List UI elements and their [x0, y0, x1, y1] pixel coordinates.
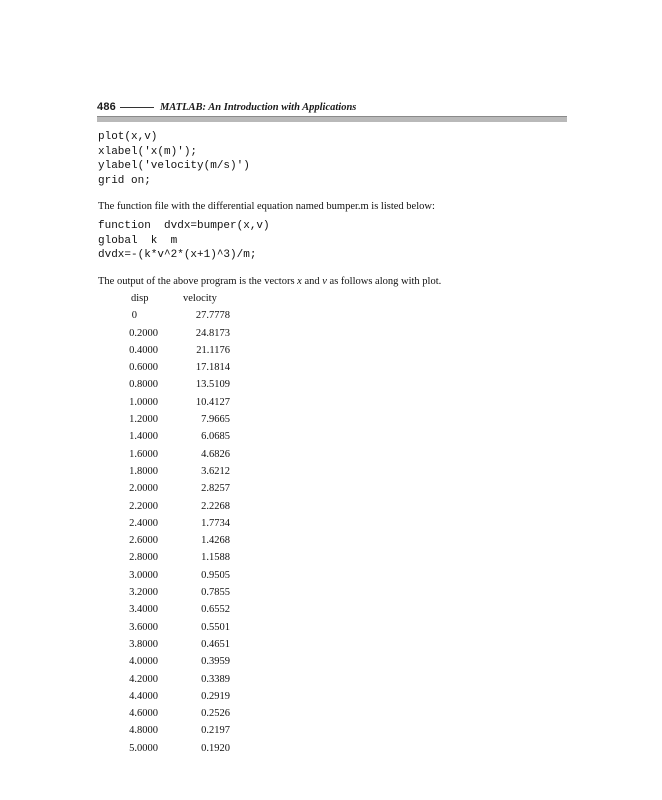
code-block-plot: [98, 130, 250, 188]
table-row: [110, 724, 230, 741]
cell-velocity: 7.9665: [201, 414, 230, 426]
table-row: [110, 569, 230, 586]
table-row: [110, 586, 230, 603]
cell-disp: 2.8000: [129, 552, 158, 564]
table-row: [110, 430, 230, 447]
cell-disp: 0.6000: [129, 362, 158, 374]
code-line: ylabel('velocity(m/s)'): [98, 160, 250, 172]
table-row: [110, 742, 230, 759]
cell-velocity: 1.1588: [201, 552, 230, 564]
paragraph-function-file: The function file with the differential equation named bumper.m is listed below:: [98, 201, 435, 212]
cell-velocity: 0.2526: [201, 708, 230, 720]
cell-velocity: 0.6552: [201, 604, 230, 616]
cell-disp: 4.6000: [129, 708, 158, 720]
cell-velocity: 0.9505: [201, 569, 230, 581]
table-header-row: [110, 292, 230, 309]
table-row: [110, 396, 230, 413]
cell-velocity: 0.5501: [201, 621, 230, 633]
paragraph-text: The output of the above program is the vectors: [98, 276, 298, 287]
table-row: [110, 638, 230, 655]
cell-disp: 1.6000: [129, 448, 158, 460]
cell-disp: 1.0000: [129, 396, 158, 408]
code-line: function dvdx=bumper(x,v): [98, 220, 270, 232]
cell-disp: 3.8000: [129, 638, 158, 650]
column-header-velocity: velocity: [183, 293, 217, 304]
cell-velocity: 17.1814: [195, 362, 230, 374]
cell-velocity: 0.4651: [201, 638, 230, 650]
code-line: grid on;: [98, 174, 151, 187]
code-block-bumper: [98, 219, 270, 263]
cell-disp: 3.0000: [129, 569, 158, 581]
cell-disp: 4.0000: [129, 656, 158, 668]
cell-disp: 4.8000: [129, 725, 158, 737]
running-header: [97, 99, 567, 115]
cell-velocity: 4.6826: [201, 448, 230, 460]
cell-disp: 0.4000: [129, 344, 158, 356]
cell-disp: 5.0000: [129, 742, 158, 754]
cell-disp: 3.6000: [129, 621, 158, 633]
paragraph-text: and: [301, 276, 323, 287]
paragraph-text: as follows along with plot.: [326, 276, 442, 287]
cell-disp: 4.2000: [129, 673, 158, 685]
code-line: global k m: [98, 234, 178, 247]
table-row: [110, 361, 230, 378]
cell-disp: 1.8000: [129, 465, 158, 477]
cell-velocity: 0.7855: [201, 587, 230, 599]
cell-disp: 2.2000: [129, 500, 158, 512]
cell-velocity: 0.2197: [201, 725, 230, 737]
cell-velocity: 1.7734: [201, 517, 230, 529]
cell-disp: 1.2000: [129, 414, 158, 426]
table-row: [110, 327, 230, 344]
cell-disp: 0: [131, 310, 137, 322]
cell-disp: 4.4000: [129, 690, 158, 702]
cell-disp: 2.4000: [129, 517, 158, 529]
table-row: [110, 413, 230, 430]
column-header-disp: disp: [131, 293, 149, 304]
cell-disp: 2.6000: [129, 535, 158, 547]
cell-disp: 3.2000: [129, 587, 158, 599]
code-line: xlabel('x(m)');: [98, 145, 198, 158]
cell-disp: 2.0000: [129, 483, 158, 495]
cell-velocity: 21.1176: [196, 344, 230, 356]
variable-x: x: [297, 276, 302, 287]
cell-velocity: 0.1920: [201, 742, 230, 754]
output-table: [110, 292, 230, 759]
cell-velocity: 6.0685: [201, 431, 230, 443]
table-row: [110, 482, 230, 499]
cell-disp: 0.2000: [129, 327, 158, 339]
table-row: [110, 655, 230, 672]
book-title: MATLAB: An Introduction with Applications: [159, 101, 357, 113]
table-row: [110, 551, 230, 568]
header-rule: [97, 116, 567, 122]
table-row: [110, 378, 230, 395]
cell-velocity: 0.2919: [201, 690, 230, 702]
page-number: 486: [97, 101, 116, 113]
table-row: [110, 500, 230, 517]
table-body: [110, 309, 230, 759]
table-row: [110, 517, 230, 534]
cell-velocity: 3.6212: [201, 465, 230, 477]
cell-velocity: 27.7778: [195, 310, 230, 322]
table-row: [110, 344, 230, 361]
cell-velocity: 10.4127: [195, 396, 230, 408]
cell-velocity: 1.4268: [201, 535, 230, 547]
table-row: [110, 448, 230, 465]
table-row: [110, 603, 230, 620]
table-row: [110, 673, 230, 690]
table-row: [110, 309, 230, 326]
cell-velocity: 24.8173: [195, 327, 230, 339]
cell-velocity: 2.2268: [201, 500, 230, 512]
cell-disp: 0.8000: [129, 379, 158, 391]
cell-disp: 3.4000: [129, 604, 158, 616]
header-dash: [120, 107, 154, 108]
cell-disp: 1.4000: [129, 431, 158, 443]
cell-velocity: 0.3959: [201, 656, 230, 668]
cell-velocity: 13.5109: [195, 379, 230, 391]
variable-v: v: [322, 276, 327, 287]
table-row: [110, 707, 230, 724]
cell-velocity: 0.3389: [201, 673, 230, 685]
cell-velocity: 2.8257: [201, 483, 230, 495]
table-row: [110, 465, 230, 482]
table-row: [110, 534, 230, 551]
code-line: dvdx=-(k*v^2*(x+1)^3)/m;: [98, 249, 257, 261]
code-line: plot(x,v): [98, 131, 158, 143]
table-row: [110, 690, 230, 707]
table-row: [110, 621, 230, 638]
paragraph-output: [98, 275, 568, 289]
